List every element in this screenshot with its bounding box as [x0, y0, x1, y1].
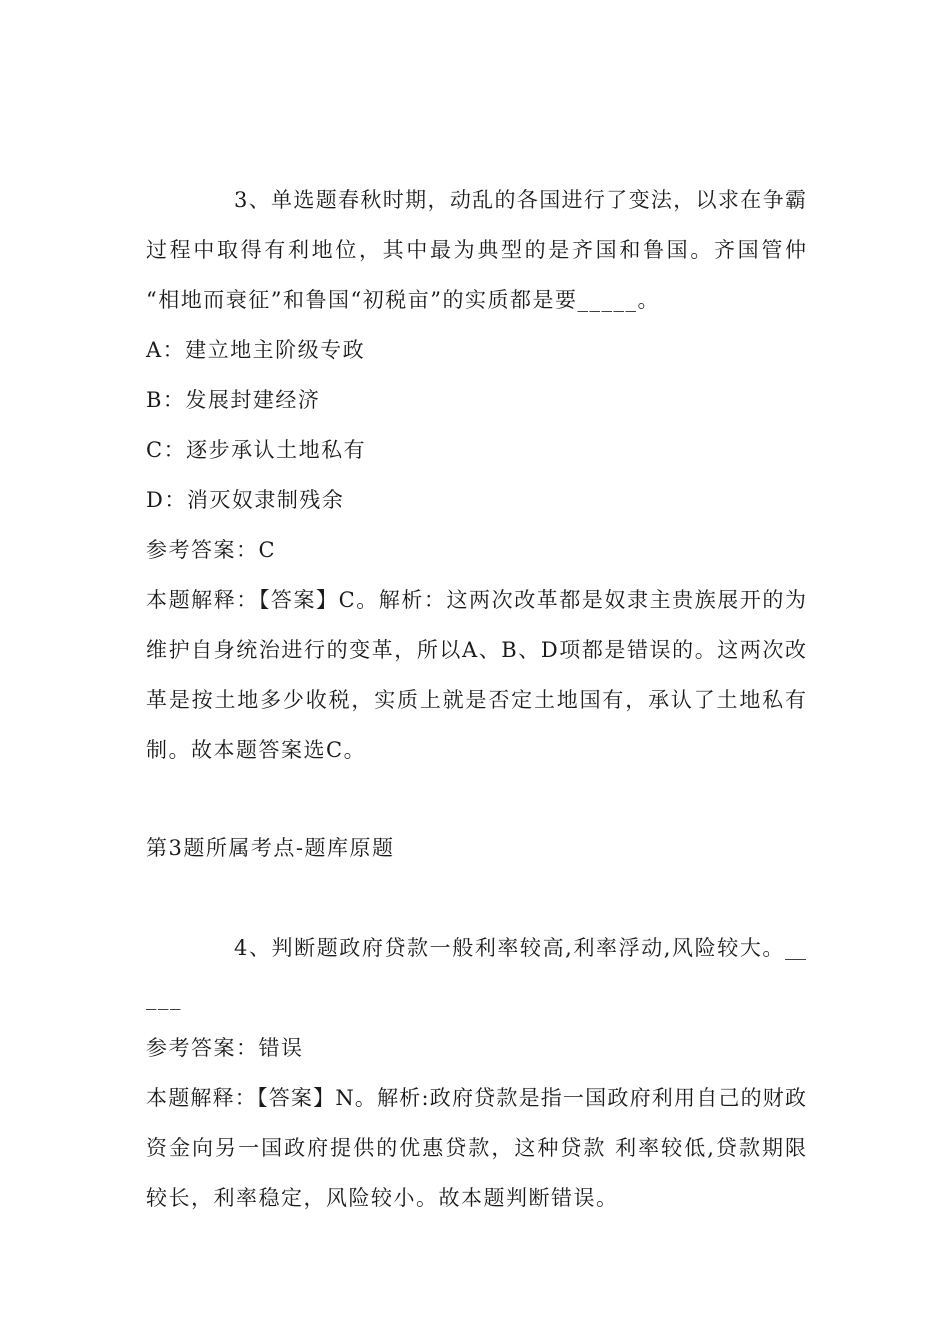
question-3-explanation-line-3: 革是按土地多少收税，实质上就是否定土地国有，承认了土地私有 — [146, 688, 806, 712]
question-3-answer: 参考答案：C — [146, 538, 277, 562]
question-3-option-c: C：逐步承认土地私有 — [146, 438, 367, 462]
question-4-explanation-line-3: 较长，利率稳定，风险较小。故本题判断错误。 — [146, 1186, 619, 1210]
question-3-text-line-2: 过程中取得有利地位，其中最为典型的是齐国和鲁国。齐国管仲 — [146, 238, 806, 262]
question-3-explanation-line-2: 维护自身统治进行的变革，所以A、B、D项都是错误的。这两次改 — [146, 638, 806, 662]
question-3-option-d: D：消灭奴隶制残余 — [146, 488, 345, 512]
question-3-text-line-1: 3、单选题春秋时期，动乱的各国进行了变法，以求在争霸 — [234, 188, 806, 212]
question-3-explanation-line-4: 制。故本题答案选C。 — [146, 738, 367, 762]
question-4-explanation-line-1: 本题解释：【答案】N。解析:政府贷款是指一国政府利用自己的财政 — [146, 1086, 806, 1110]
question-3-option-b: B：发展封建经济 — [146, 388, 321, 412]
question-3-explanation-line-1: 本题解释：【答案】C。解析：这两次改革都是奴隶主贵族展开的为 — [146, 588, 806, 612]
question-3-topic: 第3题所属考点-题库原题 — [146, 836, 395, 860]
question-3-text-line-3: “相地而衰征”和鲁国“初税亩”的实质都是要_____。 — [146, 288, 660, 312]
question-4-text-line-1: 4、判断题政府贷款一般利率较高,利率浮动,风险较大。__ — [234, 936, 806, 960]
question-3-option-a: A：建立地主阶级专政 — [146, 338, 366, 362]
question-4-text-line-2: ___ — [146, 986, 182, 1010]
question-4-answer: 参考答案：错误 — [146, 1036, 304, 1060]
question-4-explanation-line-2: 资金向另一国政府提供的优惠贷款，这种贷款 利率较低,贷款期限 — [146, 1136, 806, 1160]
